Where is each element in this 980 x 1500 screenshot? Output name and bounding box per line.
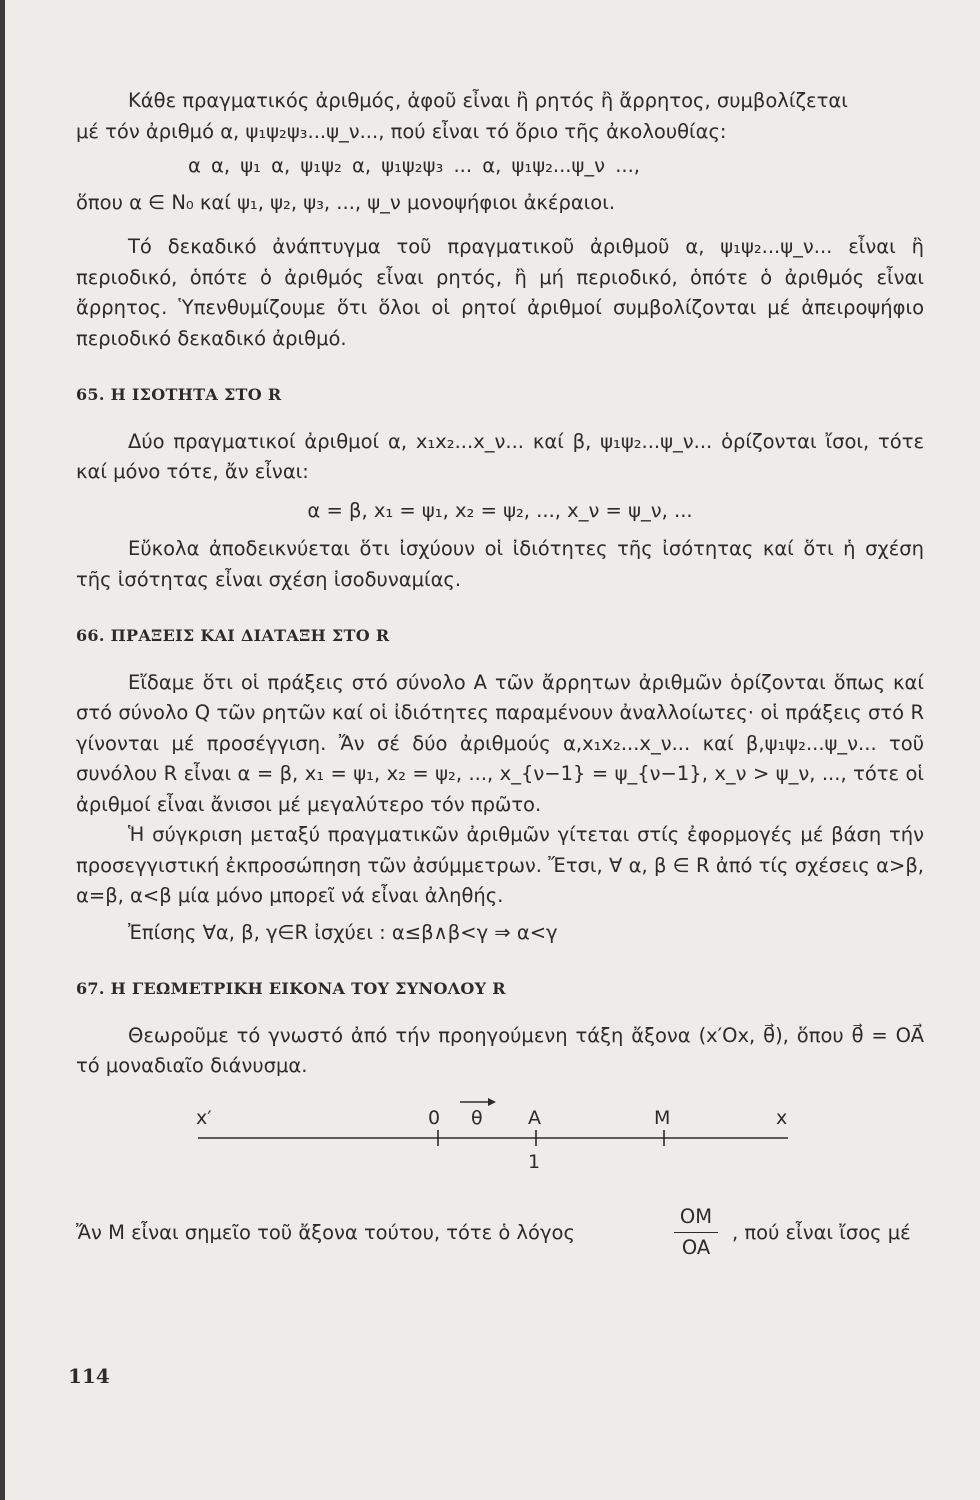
ratio-text-right: , πού εἶναι ἴσος μέ [732,1220,911,1244]
label-zero: 0 [428,1106,441,1129]
label-x: x [776,1106,788,1129]
sequence-line: α α, ψ₁ α, ψ₁ψ₂ α, ψ₁ψ₂ψ₃ ... α, ψ₁ψ₂...ψ_ν ..., [188,154,640,177]
label-m: M [654,1106,671,1129]
paragraph-equality: Δύο πραγματικοί ἀριθμοί α, x₁x₂...x_ν... καί β, ψ₁ψ₂...ψ_ν... ὁρίζονται ἴσοι, τότε καί μόνο τότε, ἄν εἶναι: [76,429,924,483]
ratio-fraction [674,1204,718,1261]
fraction-denominator: OA [681,1235,711,1259]
section-heading-66: 66. ΠΡΑΞΕΙΣ ΚΑΙ ΔΙΑΤΑΞΗ ΣΤΟ R [76,626,390,645]
number-axis-svg [76,1090,924,1186]
ratio-text-left: Ἄν M εἶναι σημεῖο τοῦ ἄξονα τούτου, τότε ὁ λόγος [76,1220,575,1244]
fraction-numerator: OM [674,1204,718,1233]
paragraph-equality-properties: Εὔκολα ἀποδεικνύεται ὅτι ἰσχύουν οἱ ἰδιότητες τῆς ἰσότητας καί ὅτι ἡ σχέση τῆς ἰσότητας εἶναι σχέση ἰσοδυναμίας. [76,537,924,591]
label-one: 1 [528,1150,541,1173]
paragraph-geometric: Θεωροῦμε τό γνωστό ἀπό τήν προηγούμενη τάξη ἄξονα (x′Ox, θ⃗), ὅπου θ⃗ = OA⃗ τό μοναδιαῖο διάνυσμα. [76,1023,924,1077]
page-edge [0,0,5,1500]
section-heading-67: 67. Η ΓΕΩΜΕΤΡΙΚΗ ΕΙΚΟΝΑ ΤΟΥ ΣΥΝΟΛΟΥ R [76,979,506,998]
label-a: A [528,1106,541,1129]
paragraph-operations: Εἴδαμε ὅτι οἱ πράξεις στό σύνολο A τῶν ἄρρητων ἀριθμῶν ὁρίζονται ὅπως καί στό σύνολο Q τῶν ρητῶν καί οἱ ἰδιότητες παραμένουν ἀναλλοίωτες· οἱ πράξεις στό R γίνονται μέ προσέγγιση. Ἄν σέ δύο ἀριθμούς α,x₁x₂...x_ν... καί β,ψ₁ψ₂...ψ_ν... τοῦ συνόλου R εἶναι α = β, x₁ = ψ₁, x₂ = ψ₂, ..., x_{ν−1} = ψ_{ν−1}, x_ν > ψ_ν, ..., τότε οἱ ἀριθμοί εἶναι ἄνισοι μέ μεγαλύτερο τόν πρῶτο. [76,670,924,816]
label-x-prime: x′ [196,1106,212,1129]
number-axis-figure [76,1090,924,1186]
equation-equality: α = β, x₁ = ψ₁, x₂ = ψ₂, ..., x_ν = ψ_ν, ... [307,498,693,522]
section-heading-65: 65. Η ΙΣΟΤΗΤΑ ΣΤΟ R [76,385,282,404]
paragraph-decimal-expansion: Τό δεκαδικό ἀνάπτυγμα τοῦ πραγματικοῦ ἀριθμοῦ α, ψ₁ψ₂...ψ_ν... εἶναι ἢ περιοδικό, ὁπότε ὁ ἀριθμός εἶναι ρητός, ἢ μή περιοδικό, ὁπότε ὁ ἀριθμός εἶναι ἄρρητος. Ὑπενθυμίζουμε ὅτι ὅλοι οἱ ρητοί ἀριθμοί συμβολίζονται μέ ἀπειροψήφιο περιοδικό δεκαδικό ἀριθμό. [76,235,924,350]
paragraph-intro-line3: ὅπου α ∈ N₀ καί ψ₁, ψ₂, ψ₃, ..., ψ_ν μονοψήφιοι ἀκέραιοι. [76,190,616,214]
paragraph-transitivity: Ἐπίσης ∀α, β, γ∈R ἰσχύει : α≤β∧β<γ ⇒ α<γ [128,920,558,944]
paragraph-comparison: Ἡ σύγκριση μεταξύ πραγματικῶν ἀριθμῶν γίτεται στίς ἐφορμογές μέ βάση τήν προσεγγιστική ἐκπροσώπηση τῶν ἀσύμμετρων. Ἔτσι, ∀ α, β ∈ R ἀπό τίς σχέσεις α>β, α=β, α<β μία μόνο μπορεῖ νά εἶναι ἀληθής. [76,823,924,907]
paragraph-intro-line1: Κάθε πραγματικός ἀριθμός, ἀφοῦ εἶναι ἢ ρητός ἢ ἄρρητος, συμβολίζεται [128,89,848,112]
page-number: 114 [68,1364,110,1388]
page-content [76,86,924,1270]
paragraph-intro-line2: μέ τόν ἀριθμό α, ψ₁ψ₂ψ₃...ψ_ν..., πού εἶναι τό ὅριο τῆς ἀκολουθίας: [76,119,727,143]
theta-arrow-head [488,1098,496,1106]
label-theta: θ [471,1106,483,1129]
ratio-line [76,1204,924,1270]
